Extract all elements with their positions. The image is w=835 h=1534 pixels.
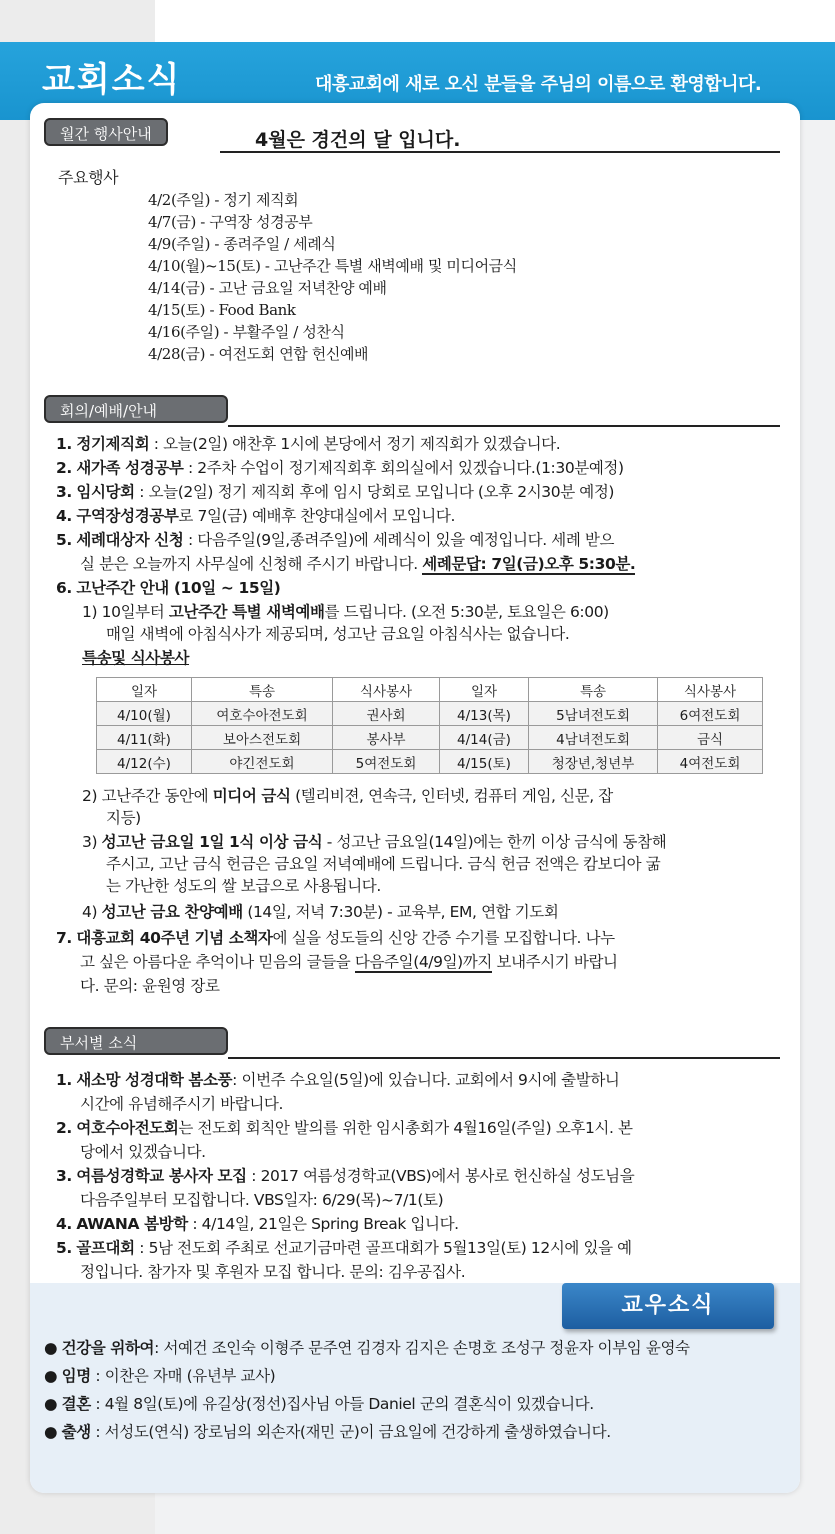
anniversary-item: 7. 대흥교회 40주년 기념 소책자에 실을 성도들의 신앙 간증 수기를 모집합니다. 나누 bbox=[56, 929, 615, 947]
department-item-cont: 당에서 있겠습니다. bbox=[80, 1143, 206, 1161]
anniversary-cont: 고 싶은 아름다운 추억이나 믿음의 글들을 다음주일(4/9일)까지 보내주시기 바랍니 bbox=[80, 953, 618, 971]
holy-week-sub2-cont: 지등) bbox=[106, 809, 141, 827]
schedule-table bbox=[96, 677, 763, 774]
schedule-table-title: 특송및 식사봉사 bbox=[82, 649, 190, 667]
holy-week-sub4: 4) 성고난 금요 찬양예배 (14일, 저녁 7:30분) - 교육부, EM, 연합 기도회 bbox=[82, 903, 559, 921]
department-item-cont: 시간에 유념해주시기 바랍니다. bbox=[80, 1095, 284, 1113]
table-cell: 5여전도회 bbox=[333, 750, 440, 774]
event-item: 4/7(금) - 구역장 성경공부 bbox=[148, 213, 313, 231]
event-item: 4/28(금) - 여전도회 연합 헌신예배 bbox=[148, 345, 369, 363]
holy-week-sub3-cont: 는 가난한 성도의 쌀 보급으로 사용됩니다. bbox=[106, 877, 381, 895]
table-row bbox=[97, 702, 763, 726]
holy-week-sub1: 1) 10일부터 고난주간 특별 새벽예배를 드립니다. (오전 5:30분, 토요일은 6:00) bbox=[82, 603, 609, 621]
table-cell: 여호수아전도회 bbox=[192, 702, 333, 726]
table-header: 식사봉사 bbox=[333, 678, 440, 702]
bullet-icon: ● bbox=[44, 1395, 58, 1413]
welcome-subtitle: 대흥교회에 새로 오신 분들을 주님의 이름으로 환영합니다. bbox=[315, 74, 762, 95]
department-item: 5. 골프대회 : 5남 전도회 주최로 선교기금마련 골프대회가 5월13일(토) 12시에 있을 예 bbox=[56, 1239, 632, 1257]
meeting-item: 1. 정기제직회 : 오늘(2일) 애찬후 1시에 본당에서 정기 제직회가 있겠습니다. bbox=[56, 435, 561, 453]
event-item: 4/14(금) - 고난 금요일 저녁찬양 예배 bbox=[148, 279, 387, 297]
table-cell: 야긴전도회 bbox=[192, 750, 333, 774]
holy-week-sub3-cont: 주시고, 고난 금식 헌금은 금요일 저녁예배에 드립니다. 금식 헌금 전액은 캄보디아 굶 bbox=[106, 855, 661, 873]
meetings-rule bbox=[228, 425, 780, 427]
bullet-icon: ● bbox=[44, 1339, 58, 1357]
anniversary-cont: 다. 문의: 윤원영 장로 bbox=[80, 977, 220, 995]
department-item: 2. 여호수아전도회는 전도회 회칙안 발의를 위한 임시총회가 4월16일(주일) 오후1시. 본 bbox=[56, 1119, 633, 1137]
department-item-cont: 다음주일부터 모집합니다. VBS일자: 6/29(목)~7/1(토) bbox=[80, 1191, 444, 1209]
bulletin-card bbox=[30, 103, 800, 1493]
meeting-item: 2. 새가족 성경공부 : 2주차 수업이 정기제직회후 회의실에서 있겠습니다.(1:30분예정) bbox=[56, 459, 624, 477]
table-cell: 4/12(수) bbox=[97, 750, 192, 774]
monthly-section-label: 월간 행사안내 bbox=[44, 118, 168, 146]
departments-rule bbox=[228, 1057, 780, 1059]
bullet-icon: ● bbox=[44, 1423, 58, 1441]
holy-week-sub1-cont: 매일 새벽에 아침식사가 제공되며, 성고난 금요일 아침식사는 없습니다. bbox=[106, 625, 570, 643]
holy-week-sub2: 2) 고난주간 동안에 미디어 금식 (텔리비젼, 연속극, 인터넷, 컴퓨터 게임, 신문, 잡 bbox=[82, 787, 613, 805]
table-cell: 봉사부 bbox=[333, 726, 440, 750]
table-cell: 4/10(월) bbox=[97, 702, 192, 726]
member-news-label: 교우소식 bbox=[562, 1283, 774, 1329]
table-cell: 4/13(목) bbox=[440, 702, 529, 726]
meeting-item: 4. 구역장성경공부로 7일(금) 예배후 찬양대실에서 모입니다. bbox=[56, 507, 455, 525]
table-cell: 4여전도회 bbox=[658, 750, 763, 774]
event-item: 4/16(주일) - 부활주일 / 성찬식 bbox=[148, 323, 345, 341]
department-item-cont: 정입니다. 참가자 및 후원자 모집 합니다. 문의: 김우공집사. bbox=[80, 1263, 466, 1281]
event-item: 4/2(주일) - 정기 제직회 bbox=[148, 191, 299, 209]
event-item: 4/15(토) - Food Bank bbox=[148, 301, 296, 319]
meeting-item: 5. 세례대상자 신청 : 다음주일(9일,종려주일)에 세례식이 있을 예정입니다. 세례 받으 bbox=[56, 531, 615, 549]
member-item: ● 출생 : 서성도(연식) 장로님의 외손자(재민 군)이 금요일에 건강하게 출생하였습니다. bbox=[44, 1423, 611, 1441]
top-white-area bbox=[155, 0, 835, 44]
table-header: 특송 bbox=[192, 678, 333, 702]
event-item: 4/10(월)~15(토) - 고난주간 특별 새벽예배 및 미디어금식 bbox=[148, 257, 517, 275]
table-cell: 보아스전도회 bbox=[192, 726, 333, 750]
departments-section-label: 부서별 소식 bbox=[44, 1027, 228, 1055]
bullet-icon: ● bbox=[44, 1367, 58, 1385]
department-item: 4. AWANA 봄방학 : 4/14일, 21일은 Spring Break 입니다. bbox=[56, 1215, 459, 1233]
events-heading: 주요행사 bbox=[58, 168, 119, 187]
table-cell: 4/11(화) bbox=[97, 726, 192, 750]
table-cell: 4/15(토) bbox=[440, 750, 529, 774]
page-title: 교회소식 bbox=[42, 60, 182, 100]
meeting-item-cont: 실 분은 오늘까지 사무실에 신청해 주시기 바랍니다. 세례문답: 7일(금)오후 5:30분. bbox=[80, 555, 636, 573]
table-row bbox=[97, 726, 763, 750]
event-item: 4/9(주일) - 종려주일 / 세례식 bbox=[148, 235, 336, 253]
table-header: 일자 bbox=[440, 678, 529, 702]
monthly-rule bbox=[220, 151, 780, 153]
holy-week-title: 6. 고난주간 안내 (10일 ~ 15일) bbox=[56, 579, 281, 597]
member-item: ● 결혼 : 4월 8일(토)에 유길상(정선)집사님 아들 Daniel 군의 결혼식이 있겠습니다. bbox=[44, 1395, 594, 1413]
department-item: 3. 여름성경학교 봉사자 모집 : 2017 여름성경학교(VBS)에서 봉사로 헌신하실 성도님을 bbox=[56, 1167, 635, 1185]
table-header: 일자 bbox=[97, 678, 192, 702]
member-item: ● 임명 : 이찬은 자매 (유년부 교사) bbox=[44, 1367, 276, 1385]
month-theme: 4월은 경건의 달 입니다. bbox=[255, 129, 461, 151]
meetings-section-label: 회의/예배/안내 bbox=[44, 395, 228, 423]
department-item: 1. 새소망 성경대학 봄소풍: 이번주 수요일(5일)에 있습니다. 교회에서 9시에 출발하니 bbox=[56, 1071, 620, 1089]
table-header-row bbox=[97, 678, 763, 702]
table-cell: 금식 bbox=[658, 726, 763, 750]
member-item: ● 건강을 위하여: 서예건 조인숙 이형주 문주연 김경자 김지은 손명호 조성구 정윤자 이부임 윤영숙 bbox=[44, 1339, 690, 1357]
holy-week-sub3: 3) 성고난 금요일 1일 1식 이상 금식 - 성고난 금요일(14일)에는 한끼 이상 금식에 동참해 bbox=[82, 833, 667, 851]
table-cell: 권사회 bbox=[333, 702, 440, 726]
table-header: 특송 bbox=[529, 678, 658, 702]
table-cell: 청장년,청년부 bbox=[529, 750, 658, 774]
meeting-item: 3. 임시당회 : 오늘(2일) 정기 제직회 후에 임시 당회로 모입니다 (오후 2시30분 예정) bbox=[56, 483, 615, 501]
table-cell: 5남녀전도회 bbox=[529, 702, 658, 726]
table-header: 식사봉사 bbox=[658, 678, 763, 702]
table-row bbox=[97, 750, 763, 774]
table-cell: 4남녀전도회 bbox=[529, 726, 658, 750]
table-cell: 6여전도회 bbox=[658, 702, 763, 726]
table-cell: 4/14(금) bbox=[440, 726, 529, 750]
